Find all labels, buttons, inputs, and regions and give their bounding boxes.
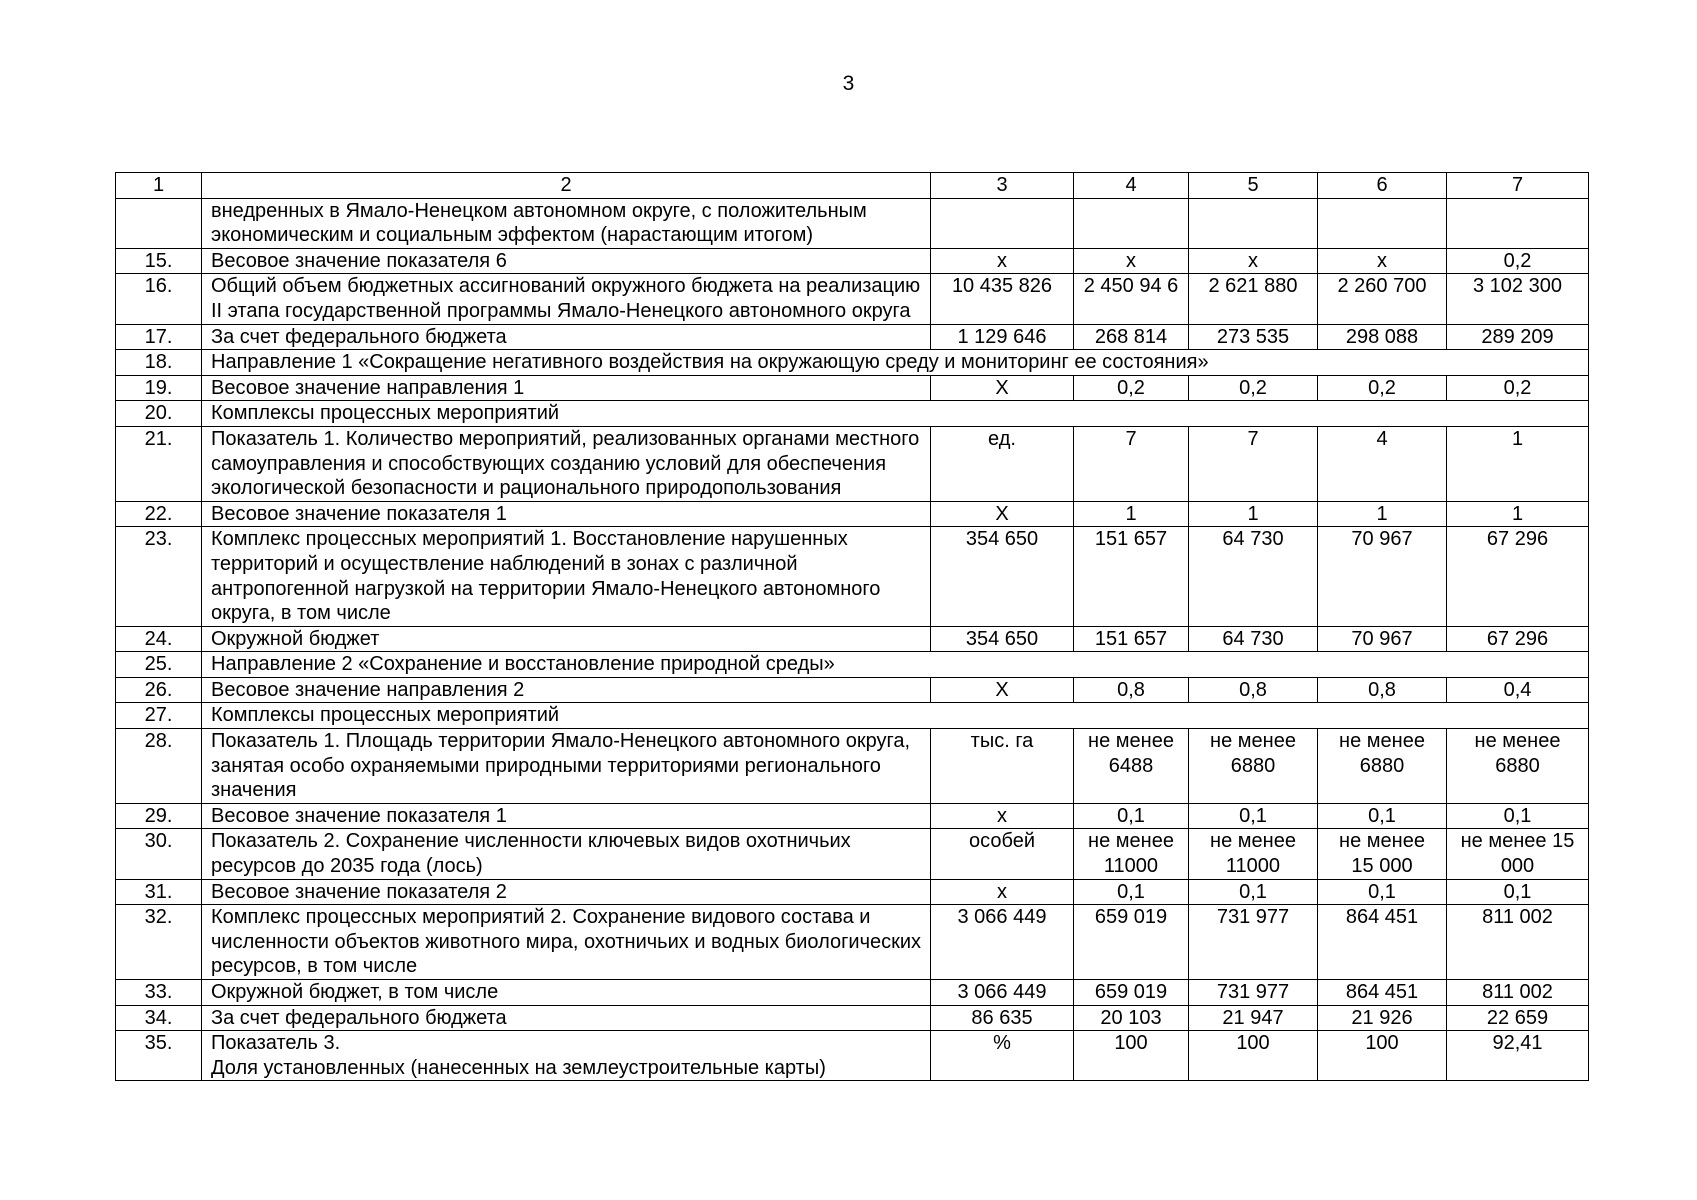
row-description: Окружной бюджет, в том числе bbox=[202, 980, 931, 1006]
value-cell: 811 002 bbox=[1447, 905, 1589, 980]
value-cell: 7 bbox=[1074, 426, 1189, 501]
row-number: 29. bbox=[116, 803, 202, 829]
row-number: 25. bbox=[116, 652, 202, 678]
value-cell: 151 657 bbox=[1074, 527, 1189, 626]
value-cell: 20 103 bbox=[1074, 1005, 1189, 1031]
value-cell: 86 635 bbox=[931, 1005, 1074, 1031]
value-cell: ед. bbox=[931, 426, 1074, 501]
value-cell: 70 967 bbox=[1318, 527, 1447, 626]
value-cell: X bbox=[931, 375, 1074, 401]
value-cell: 2 621 880 bbox=[1189, 274, 1318, 324]
value-cell: 70 967 bbox=[1318, 626, 1447, 652]
value-cell: 10 435 826 bbox=[931, 274, 1074, 324]
value-cell: 21 947 bbox=[1189, 1005, 1318, 1031]
row-description: внедренных в Ямало-Ненецком автономном округе, с положительным экономическим и социальным эффектом (нарастающим итогом) bbox=[202, 198, 931, 248]
row-number: 30. bbox=[116, 829, 202, 879]
value-cell: 4 bbox=[1318, 426, 1447, 501]
value-cell: 7 bbox=[1189, 426, 1318, 501]
section-heading: Комплексы процессных мероприятий bbox=[202, 703, 1589, 729]
value-cell: 659 019 bbox=[1074, 905, 1189, 980]
value-cell: 298 088 bbox=[1318, 324, 1447, 350]
column-header: 5 bbox=[1189, 173, 1318, 199]
value-cell: 1 129 646 bbox=[931, 324, 1074, 350]
value-cell: 0,1 bbox=[1189, 879, 1318, 905]
value-cell: 0,2 bbox=[1189, 375, 1318, 401]
value-cell: 811 002 bbox=[1447, 980, 1589, 1006]
row-description: Весовое значение показателя 2 bbox=[202, 879, 931, 905]
row-number: 34. bbox=[116, 1005, 202, 1031]
table-row bbox=[116, 274, 1589, 324]
value-cell: X bbox=[931, 501, 1074, 527]
table-row bbox=[116, 324, 1589, 350]
table-row bbox=[116, 652, 1589, 678]
row-description: Комплекс процессных мероприятий 1. Восстановление нарушенных территорий и осуществление наблюдений в зонах с различной антропогенной нагрузкой на территории Ямало-Ненецкого автономного округа, в том числе bbox=[202, 527, 931, 626]
data-table bbox=[115, 172, 1589, 1081]
table-row bbox=[116, 1005, 1589, 1031]
row-description: Весовое значение направления 2 bbox=[202, 677, 931, 703]
page-number: 3 bbox=[842, 72, 855, 95]
value-cell: 92,41 bbox=[1447, 1031, 1589, 1081]
row-number: 19. bbox=[116, 375, 202, 401]
row-number: 20. bbox=[116, 401, 202, 427]
value-cell: не менее 6880 bbox=[1447, 729, 1589, 804]
section-heading: Направление 2 «Сохранение и восстановление природной среды» bbox=[202, 652, 1589, 678]
value-cell: не менее 6880 bbox=[1318, 729, 1447, 804]
table-row bbox=[116, 248, 1589, 274]
row-description: Весовое значение показателя 1 bbox=[202, 501, 931, 527]
table-row bbox=[116, 375, 1589, 401]
value-cell: 273 535 bbox=[1189, 324, 1318, 350]
row-number: 26. bbox=[116, 677, 202, 703]
value-cell: 67 296 bbox=[1447, 527, 1589, 626]
value-cell: особей bbox=[931, 829, 1074, 879]
column-header: 4 bbox=[1074, 173, 1189, 199]
value-cell: 3 066 449 bbox=[931, 980, 1074, 1006]
section-heading: Комплексы процессных мероприятий bbox=[202, 401, 1589, 427]
table-header-row bbox=[116, 173, 1589, 199]
value-cell: 64 730 bbox=[1189, 626, 1318, 652]
table-row bbox=[116, 677, 1589, 703]
table-row bbox=[116, 426, 1589, 501]
value-cell: 0,1 bbox=[1074, 879, 1189, 905]
value-cell bbox=[931, 198, 1074, 248]
value-cell: тыс. га bbox=[931, 729, 1074, 804]
row-description: Показатель 1. Количество мероприятий, реализованных органами местного самоуправления и способствующих созданию условий для обеспечения экологической безопасности и рационального природопользования bbox=[202, 426, 931, 501]
row-number: 32. bbox=[116, 905, 202, 980]
table-row bbox=[116, 401, 1589, 427]
table-row bbox=[116, 905, 1589, 980]
value-cell: 2 450 94 6 bbox=[1074, 274, 1189, 324]
row-number: 16. bbox=[116, 274, 202, 324]
value-cell: 268 814 bbox=[1074, 324, 1189, 350]
value-cell: 0,2 bbox=[1074, 375, 1189, 401]
row-number: 24. bbox=[116, 626, 202, 652]
value-cell: не менее 11000 bbox=[1189, 829, 1318, 879]
row-number: 23. bbox=[116, 527, 202, 626]
value-cell: 864 451 bbox=[1318, 980, 1447, 1006]
value-cell: 731 977 bbox=[1189, 905, 1318, 980]
value-cell: не менее 15 000 bbox=[1318, 829, 1447, 879]
row-description: Показатель 3. Доля установленных (нанесенных на землеустроительные карты) bbox=[202, 1031, 931, 1081]
table-row bbox=[116, 703, 1589, 729]
value-cell: 100 bbox=[1074, 1031, 1189, 1081]
row-number: 22. bbox=[116, 501, 202, 527]
row-number: 15. bbox=[116, 248, 202, 274]
value-cell: 3 102 300 bbox=[1447, 274, 1589, 324]
row-number: 31. bbox=[116, 879, 202, 905]
value-cell: 1 bbox=[1447, 426, 1589, 501]
table-row bbox=[116, 829, 1589, 879]
column-header: 7 bbox=[1447, 173, 1589, 199]
value-cell: 0,2 bbox=[1447, 375, 1589, 401]
value-cell: x bbox=[1189, 248, 1318, 274]
value-cell: 0,1 bbox=[1074, 803, 1189, 829]
table-row bbox=[116, 198, 1589, 248]
value-cell: % bbox=[931, 1031, 1074, 1081]
row-number: 27. bbox=[116, 703, 202, 729]
value-cell: 0,8 bbox=[1318, 677, 1447, 703]
value-cell: 289 209 bbox=[1447, 324, 1589, 350]
value-cell: 64 730 bbox=[1189, 527, 1318, 626]
value-cell: 22 659 bbox=[1447, 1005, 1589, 1031]
value-cell: 2 260 700 bbox=[1318, 274, 1447, 324]
value-cell: X bbox=[931, 677, 1074, 703]
table-row bbox=[116, 501, 1589, 527]
value-cell: x bbox=[931, 248, 1074, 274]
row-number: 18. bbox=[116, 350, 202, 376]
row-description: Весовое значение показателя 1 bbox=[202, 803, 931, 829]
value-cell: x bbox=[1318, 248, 1447, 274]
table-row bbox=[116, 803, 1589, 829]
row-description: Комплекс процессных мероприятий 2. Сохранение видового состава и численности объектов животного мира, охотничьих и водных биологических ресурсов, в том числе bbox=[202, 905, 931, 980]
row-description: Весовое значение показателя 6 bbox=[202, 248, 931, 274]
table-row bbox=[116, 879, 1589, 905]
value-cell: 1 bbox=[1318, 501, 1447, 527]
value-cell: 1 bbox=[1189, 501, 1318, 527]
value-cell: не менее 6880 bbox=[1189, 729, 1318, 804]
value-cell: 0,4 bbox=[1447, 677, 1589, 703]
value-cell: 0,1 bbox=[1318, 879, 1447, 905]
value-cell bbox=[1318, 198, 1447, 248]
value-cell: 1 bbox=[1447, 501, 1589, 527]
value-cell: 151 657 bbox=[1074, 626, 1189, 652]
row-number: 28. bbox=[116, 729, 202, 804]
table-row bbox=[116, 1031, 1589, 1081]
row-number: 35. bbox=[116, 1031, 202, 1081]
value-cell: x bbox=[931, 879, 1074, 905]
value-cell: не менее 6488 bbox=[1074, 729, 1189, 804]
value-cell: 0,2 bbox=[1447, 248, 1589, 274]
value-cell: 100 bbox=[1318, 1031, 1447, 1081]
value-cell: 0,1 bbox=[1318, 803, 1447, 829]
value-cell: 659 019 bbox=[1074, 980, 1189, 1006]
value-cell: не менее 11000 bbox=[1074, 829, 1189, 879]
value-cell: 100 bbox=[1189, 1031, 1318, 1081]
column-header: 3 bbox=[931, 173, 1074, 199]
value-cell: 0,1 bbox=[1447, 803, 1589, 829]
row-number: 17. bbox=[116, 324, 202, 350]
table-row bbox=[116, 626, 1589, 652]
column-header: 6 bbox=[1318, 173, 1447, 199]
row-description: Показатель 1. Площадь территории Ямало-Ненецкого автономного округа, занятая особо охраняемыми природными территориями регионального значения bbox=[202, 729, 931, 804]
row-number bbox=[116, 198, 202, 248]
value-cell: 3 066 449 bbox=[931, 905, 1074, 980]
value-cell: 354 650 bbox=[931, 626, 1074, 652]
row-description: Окружной бюджет bbox=[202, 626, 931, 652]
value-cell bbox=[1189, 198, 1318, 248]
value-cell: 864 451 bbox=[1318, 905, 1447, 980]
table-row bbox=[116, 350, 1589, 376]
value-cell: x bbox=[931, 803, 1074, 829]
row-description: За счет федерального бюджета bbox=[202, 324, 931, 350]
table-row bbox=[116, 980, 1589, 1006]
row-description: Весовое значение направления 1 bbox=[202, 375, 931, 401]
value-cell: 0,1 bbox=[1447, 879, 1589, 905]
section-heading: Направление 1 «Сокращение негативного воздействия на окружающую среду и мониторинг ее состояния» bbox=[202, 350, 1589, 376]
value-cell bbox=[1074, 198, 1189, 248]
row-number: 21. bbox=[116, 426, 202, 501]
row-description: Общий объем бюджетных ассигнований окружного бюджета на реализацию II этапа государственной программы Ямало-Ненецкого автономного округа bbox=[202, 274, 931, 324]
value-cell: 731 977 bbox=[1189, 980, 1318, 1006]
value-cell: 0,1 bbox=[1189, 803, 1318, 829]
value-cell: 0,8 bbox=[1074, 677, 1189, 703]
table-row bbox=[116, 527, 1589, 626]
value-cell: не менее 15 000 bbox=[1447, 829, 1589, 879]
value-cell: 1 bbox=[1074, 501, 1189, 527]
value-cell: x bbox=[1074, 248, 1189, 274]
column-header: 1 bbox=[116, 173, 202, 199]
value-cell: 0,2 bbox=[1318, 375, 1447, 401]
value-cell bbox=[1447, 198, 1589, 248]
column-header: 2 bbox=[202, 173, 931, 199]
table-row bbox=[116, 729, 1589, 804]
value-cell: 354 650 bbox=[931, 527, 1074, 626]
value-cell: 21 926 bbox=[1318, 1005, 1447, 1031]
row-description: Показатель 2. Сохранение численности ключевых видов охотничьих ресурсов до 2035 года (лось) bbox=[202, 829, 931, 879]
value-cell: 0,8 bbox=[1189, 677, 1318, 703]
row-number: 33. bbox=[116, 980, 202, 1006]
value-cell: 67 296 bbox=[1447, 626, 1589, 652]
row-description: За счет федерального бюджета bbox=[202, 1005, 931, 1031]
